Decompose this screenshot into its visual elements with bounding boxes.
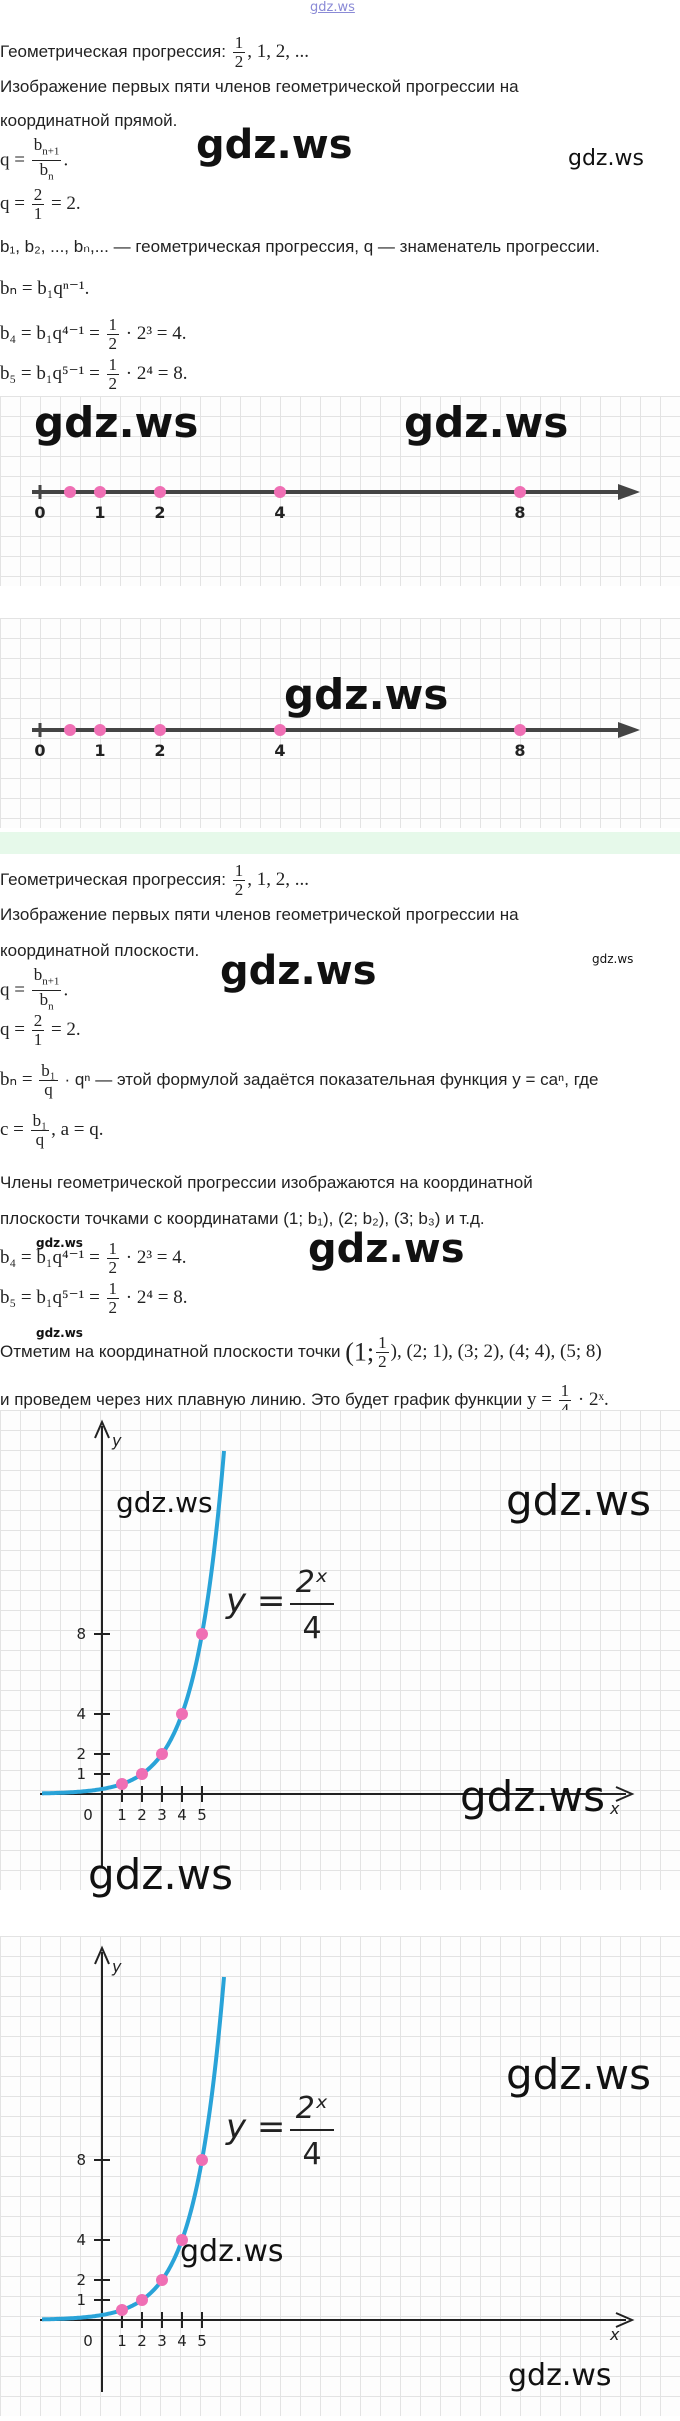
sequence-point <box>274 724 286 736</box>
members-line-1: Члены геометрической прогрессии изображаются на координатной <box>0 1173 533 1192</box>
c-formula: c = $\frac{\text{b₁}}{q}$ , a = q. <box>0 1111 104 1149</box>
function-label <box>225 1565 334 1646</box>
watermark[interactable]: gdz.ws <box>180 2234 284 2269</box>
data-point <box>136 1768 148 1780</box>
y-axis-label: y <box>112 1957 122 1976</box>
sequence-point <box>94 724 106 736</box>
x-tick-label: 4 <box>177 2332 187 2350</box>
q-definition-2: q = $\frac{b_{n+1}}{b_n}$ . <box>0 965 69 1013</box>
graph-panel-2 <box>0 1936 680 2416</box>
description-line-2: координатной прямой. <box>0 111 178 130</box>
sequence-point <box>94 486 106 498</box>
x-tick-label: 3 <box>157 1806 167 1824</box>
watermark[interactable]: gdz.ws <box>88 1850 233 1899</box>
function-label-denominator: 4 <box>302 1611 322 1646</box>
x-tick-label: 1 <box>117 2332 127 2350</box>
data-point <box>116 2304 128 2316</box>
tick-label: 8 <box>514 741 526 760</box>
sequence-point <box>274 486 286 498</box>
sequence-point <box>154 724 166 736</box>
data-point <box>116 1778 128 1790</box>
tick-label: 2 <box>154 503 166 522</box>
y-tick-label: 4 <box>76 2231 86 2249</box>
x-tick-label: 3 <box>157 2332 167 2350</box>
sequence-definition: b₁, b₂, ..., bₙ,... — геометрическая прогрессия, q — знаменатель прогрессии. <box>0 237 600 256</box>
b4-calculation: b₄ = b₁q⁴⁻¹ = $\frac{1}{2}$ · 2³ = 4. <box>0 315 187 353</box>
function-graph-2 <box>0 1936 680 2416</box>
sequence-point <box>64 724 76 736</box>
x-tick-label: 5 <box>197 2332 207 2350</box>
axis-arrow <box>618 722 640 738</box>
function-label <box>225 2091 334 2172</box>
watermark[interactable]: gdz.ws <box>220 948 377 994</box>
description-line-4: координатной плоскости. <box>0 941 200 960</box>
tick-label: 0 <box>34 503 46 522</box>
watermark[interactable]: gdz.ws <box>460 1772 605 1821</box>
watermark[interactable]: gdz.ws <box>196 122 353 168</box>
progression-line-2: Геометрическая прогрессия: $\frac{1}{2}$ , 1, 2, ... <box>0 861 309 899</box>
tick-label: 4 <box>274 741 286 760</box>
sequence-point <box>514 486 526 498</box>
y-tick-label: 8 <box>76 2151 86 2169</box>
tick-label: 0 <box>34 741 46 760</box>
watermark[interactable]: gdz.ws <box>308 1226 465 1272</box>
watermark[interactable]: gdz.ws <box>592 952 634 966</box>
number-line-panel-2 <box>0 618 680 828</box>
data-point <box>156 1748 168 1760</box>
section-separator <box>0 832 680 854</box>
y-tick-label: 8 <box>76 1625 86 1643</box>
q-value-2: q = $\frac{2}{1}$ = 2. <box>0 1011 81 1049</box>
x-axis-label: x <box>610 1799 620 1818</box>
description-line-1: Изображение первых пяти членов геометрической прогрессии на <box>0 77 519 96</box>
data-point <box>196 1628 208 1640</box>
x-tick-label: 0 <box>83 1806 93 1824</box>
q-definition: q = $\frac{b_{n+1}}{b_n}$ . <box>0 135 69 183</box>
tick-label: 1 <box>94 741 106 760</box>
y-tick-label: 2 <box>76 2271 86 2289</box>
data-point <box>196 2154 208 2166</box>
watermark[interactable]: gdz.ws <box>116 1486 213 1519</box>
watermark[interactable]: gdz.ws <box>404 398 569 447</box>
sequence-point <box>514 724 526 736</box>
watermark[interactable]: gdz.ws <box>506 1476 651 1525</box>
y-tick-label: 2 <box>76 1745 86 1763</box>
watermark[interactable]: gdz.ws <box>506 2050 651 2099</box>
graph-line-text: и проведем через них плавную линию. Это будет график функции y = 1 · 2ˣ. <box>0 1381 609 1410</box>
x-tick-label: 2 <box>137 2332 147 2350</box>
bn-formula: bₙ = $\frac{\text{b₁}}{q}$ · qⁿ — этой формулой задаётся показательная функция y = caⁿ, где <box>0 1061 599 1099</box>
function-label-denominator: 4 <box>302 2137 322 2172</box>
x-axis-label: x <box>610 2325 620 2344</box>
sequence-point <box>64 486 76 498</box>
watermark-top[interactable]: gdz.ws <box>310 0 355 15</box>
members-line-2: плоскости точками с координатами (1; b₁), (2; b₂), (3; b₃) и т.д. <box>0 1209 485 1228</box>
data-point <box>156 2274 168 2286</box>
tick-label: 1 <box>94 503 106 522</box>
description-line-3: Изображение первых пяти членов геометрической прогрессии на <box>0 905 519 924</box>
b5-calculation-2: b₅ = b₁q⁵⁻¹ = $\frac{1}{2}$ · 2⁴ = 8. <box>0 1279 188 1317</box>
sequence-point <box>154 486 166 498</box>
data-point <box>176 1708 188 1720</box>
b5-calculation: b₅ = b₁q⁵⁻¹ = $\frac{1}{2}$ · 2⁴ = 8. <box>0 355 188 393</box>
y-axis-label: y <box>112 1431 122 1450</box>
y-tick-label: 1 <box>76 1765 86 1783</box>
x-tick-label: 4 <box>177 1806 187 1824</box>
y-tick-label: 4 <box>76 1705 86 1723</box>
axis-arrow <box>618 484 640 500</box>
watermark[interactable]: gdz.ws <box>568 146 644 171</box>
q-value: q = $\frac{2}{1}$ = 2. <box>0 185 81 223</box>
general-formula: bₙ = b₁qⁿ⁻¹. <box>0 278 90 299</box>
watermark[interactable]: gdz.ws <box>284 670 449 719</box>
number-line-2 <box>0 618 680 828</box>
b4-calculation-2: b₄ = b₁q⁴⁻¹ = $\frac{1}{2}$ · 2³ = 4. <box>0 1239 187 1277</box>
x-tick-label: 5 <box>197 1806 207 1824</box>
watermark[interactable]: gdz.ws <box>508 2358 612 2393</box>
function-label-numerator: 2ˣ <box>295 2091 329 2126</box>
data-point <box>136 2294 148 2306</box>
watermark[interactable]: gdz.ws <box>36 1326 83 1340</box>
mark-points-line: Отметим на координатной плоскости точки (1; $\frac{1}{2}$ ), (2; 1), (3; 2), (4; 4), (5; 8) <box>0 1333 602 1371</box>
x-tick-label: 0 <box>83 2332 93 2350</box>
progression-line-1: Геометрическая прогрессия: $\frac{1}{2}$ , 1, 2, ... <box>0 33 309 71</box>
function-label-lhs: y = <box>226 1581 286 1621</box>
tick-label: 2 <box>154 741 166 760</box>
fraction-half: $\frac{1}{2}$ <box>234 33 244 71</box>
tick-label: 8 <box>514 503 526 522</box>
function-label-numerator: 2ˣ <box>295 1565 329 1600</box>
x-tick-label: 1 <box>117 1806 127 1824</box>
watermark[interactable]: gdz.ws <box>34 398 199 447</box>
function-label-lhs: y = <box>226 2107 286 2147</box>
x-tick-label: 2 <box>137 1806 147 1824</box>
tick-label: 4 <box>274 503 286 522</box>
watermark[interactable]: gdz.ws <box>36 1236 83 1250</box>
y-tick-label: 1 <box>76 2291 86 2309</box>
